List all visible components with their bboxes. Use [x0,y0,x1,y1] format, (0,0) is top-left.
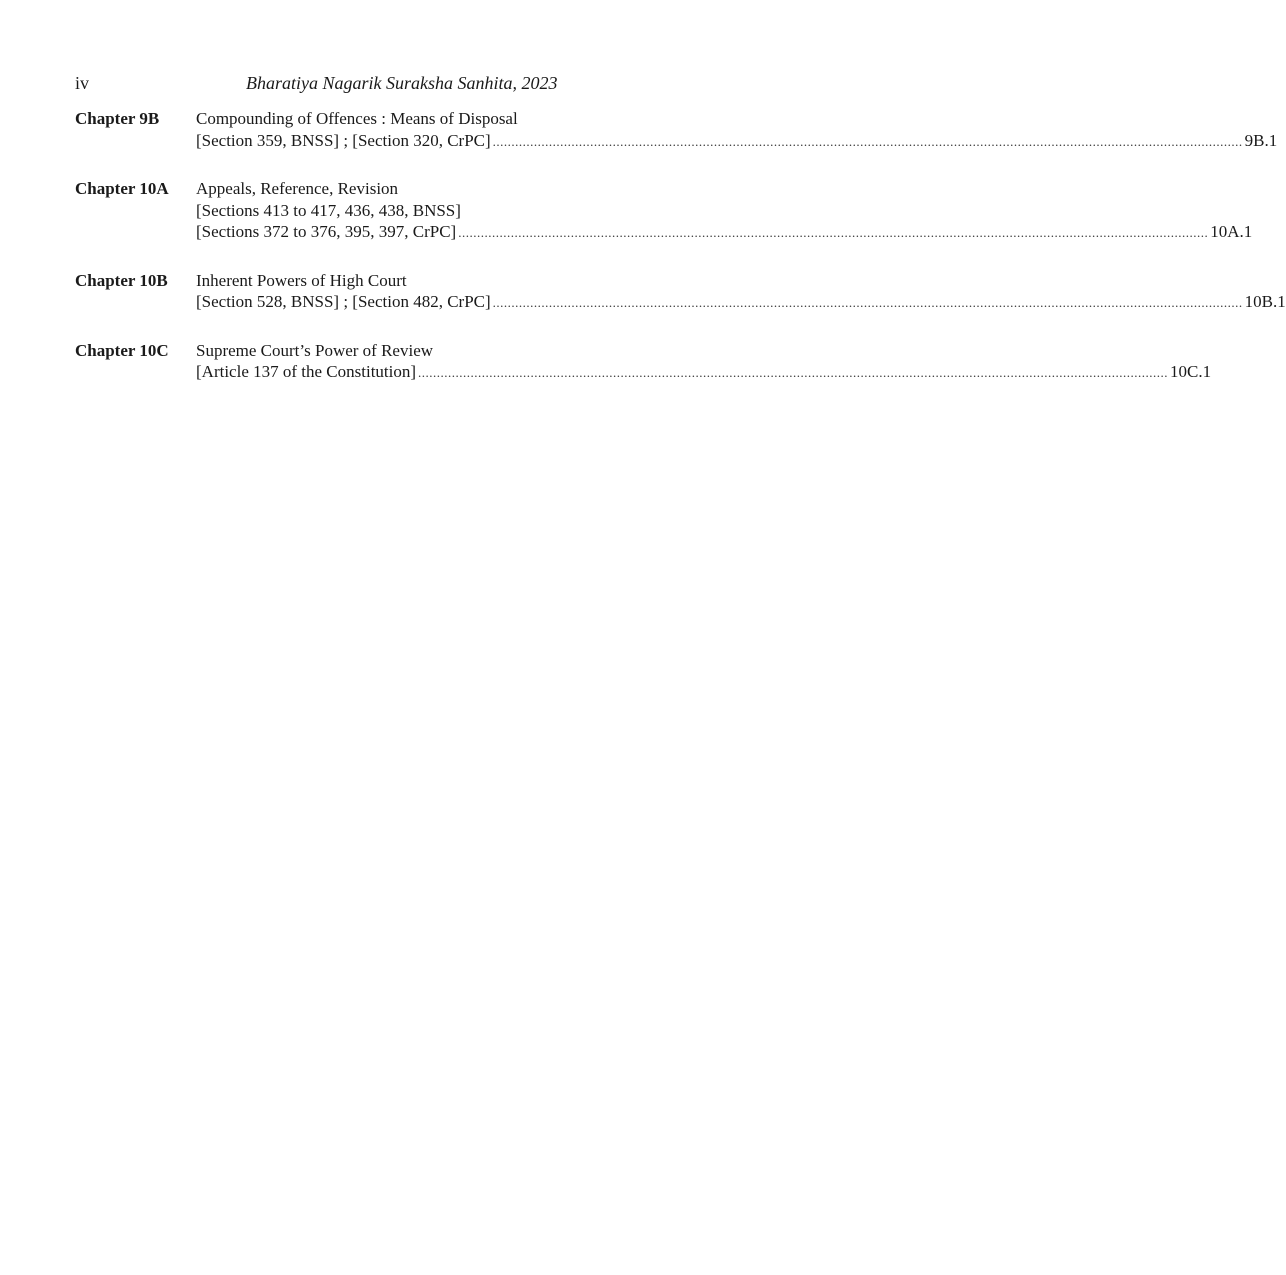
toc-entry-body [196,178,1253,244]
section-reference-bnss: [Sections 413 to 417, 436, 438, BNSS] [196,200,461,220]
reference-line [196,361,1212,384]
page-reference: 10A.1 [1210,222,1253,241]
toc-entry-body [196,270,1286,314]
chapter-title: Supreme Court’s Power of Review [196,340,434,360]
toc-entry-chapter-10a[interactable] [75,178,1253,244]
section-reference: [Section 528, BNSS] ; [Section 482, CrPC] [196,292,491,311]
chapter-label: Chapter 10C [75,340,169,360]
page-reference: 10B.1 [1244,292,1286,311]
chapter-title: Appeals, Reference, Revision [196,179,399,198]
section-reference: [Sections 372 to 376, 395, 397, CrPC] [196,222,457,241]
reference-line [196,130,1278,153]
chapter-label: Chapter 10B [75,270,168,290]
section-reference: [Article 137 of the Constitution] [196,362,417,381]
toc-entry-chapter-10c[interactable] [75,340,1212,384]
toc-entry-body [196,340,1212,384]
page-reference: 10C.1 [1170,362,1212,381]
section-reference: [Section 359, BNSS] ; [Section 320, CrPC] [196,130,491,150]
table-of-contents [75,108,1286,410]
chapter-title: Compounding of Offences : Means of Disposal [196,109,518,128]
chapter-title: Inherent Powers of High Court [196,270,407,290]
running-title: Bharatiya Nagarik Suraksha Sanhita, 2023 [246,73,558,93]
toc-entry-body [196,108,1278,152]
reference-line [196,221,1253,244]
dot-leader: ........................................................................................................................................................................................................ [492,295,1243,310]
toc-entry-chapter-10b[interactable] [75,270,1286,314]
chapter-label: Chapter 9B [75,109,160,128]
dot-leader: ........................................................................................................................................................................................................ [418,365,1169,380]
dot-leader: ........................................................................................................................................................................................................ [458,225,1209,240]
page-reference: 9B.1 [1244,130,1278,150]
reference-line [196,291,1286,314]
page-number: iv [75,73,90,93]
dot-leader: ........................................................................................................................................................................................................ [492,133,1243,149]
toc-entry-chapter-9b[interactable] [75,108,1278,152]
chapter-label: Chapter 10A [75,179,169,198]
